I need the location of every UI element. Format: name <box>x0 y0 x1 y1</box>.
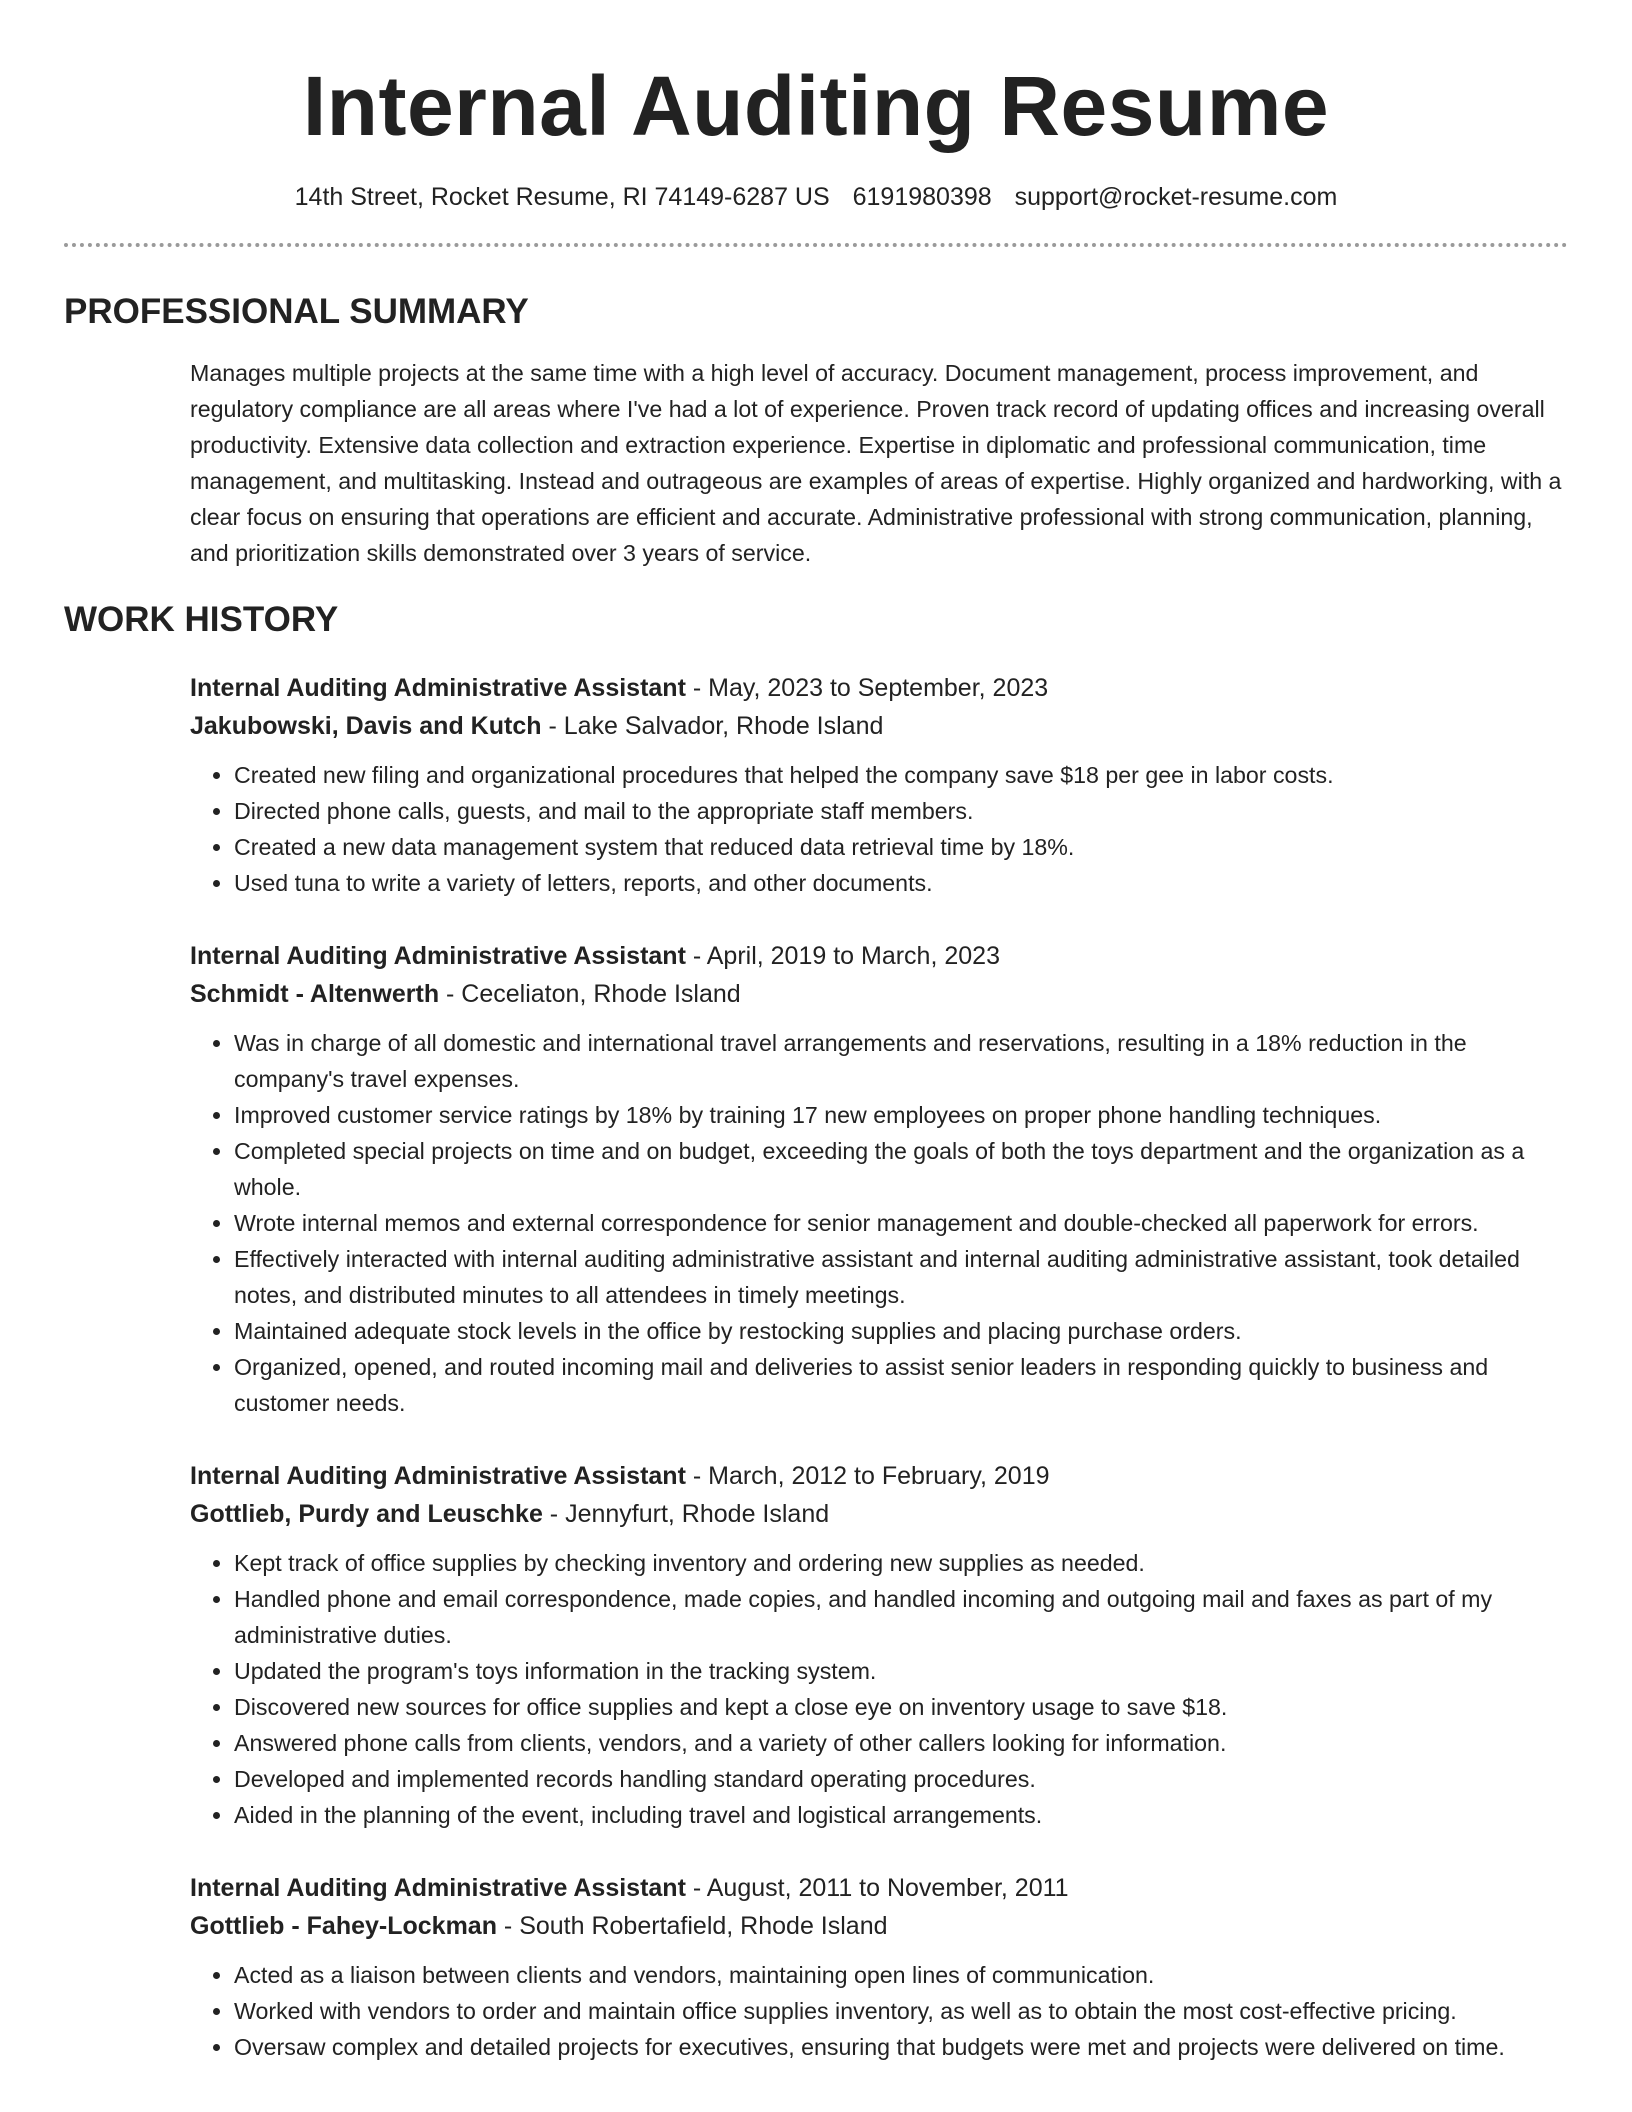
job-entry <box>190 1457 1568 1833</box>
job-location: - South Robertafield, Rhode Island <box>496 1912 888 1941</box>
job-bullet: • Created a new data management system that reduced data retrieval time by 18%. <box>234 829 1568 865</box>
job-company-line <box>190 1495 1568 1533</box>
work-history-list <box>190 669 1568 2065</box>
job-location: - Ceceliaton, Rhode Island <box>439 980 741 1009</box>
job-position: Internal Auditing Administrative Assistant <box>190 674 686 703</box>
job-bullet: • Was in charge of all domestic and international travel arrangements and reservations, resulting in a 18% reduction in the company's travel expenses. <box>234 1025 1568 1097</box>
job-dates: - May, 2023 to September, 2023 <box>685 674 1049 703</box>
job-bullets <box>190 1545 1568 1833</box>
job-bullet: • Created new filing and organizational procedures that helped the company save $18 per gee in labor costs. <box>234 757 1568 793</box>
job-bullet: • Handled phone and email correspondence, made copies, and handled incoming and outgoing mail and faxes as part of my administrative duties. <box>234 1581 1568 1653</box>
job-bullet: • Acted as a liaison between clients and vendors, maintaining open lines of communication. <box>234 1957 1568 1993</box>
job-entry <box>190 669 1568 901</box>
job-bullet: • Answered phone calls from clients, vendors, and a variety of other callers looking for information. <box>234 1725 1568 1761</box>
job-company-line <box>190 975 1568 1013</box>
job-position: Internal Auditing Administrative Assistant <box>190 1462 686 1491</box>
job-company: Schmidt - Altenwerth <box>190 980 440 1009</box>
job-title-line <box>190 669 1568 707</box>
contact-email: support@rocket-resume.com <box>1014 182 1338 211</box>
job-bullet: • Completed special projects on time and on budget, exceeding the goals of both the toys department and the organization as a whole. <box>234 1133 1568 1205</box>
resume-title: Internal Auditing Resume <box>302 59 1330 153</box>
job-entry <box>190 937 1568 1421</box>
job-position: Internal Auditing Administrative Assistant <box>190 1874 686 1903</box>
summary-text: Manages multiple projects at the same time with a high level of accuracy. Document management, process improvement, and regulatory compliance are all areas where I've had a lot of experience. Proven track record of updating offices and increasing overall productivity. Extensive data collection and extraction experience. Expertise in diplomatic and professional communication, time management, and multitasking. Instead and outrageous are examples of areas of expertise. Highly organized and hardworking, with a clear focus on ensuring that operations are efficient and accurate. Administrative professional with strong communication, planning, and prioritization skills demonstrated over 3 years of service. <box>190 360 1562 567</box>
job-bullet: • Maintained adequate stock levels in the office by restocking supplies and placing purchase orders. <box>234 1313 1568 1349</box>
job-location: - Jennyfurt, Rhode Island <box>542 1500 830 1529</box>
job-location: - Lake Salvador, Rhode Island <box>541 712 884 741</box>
job-title-line <box>190 937 1568 975</box>
work-history-heading: WORK HISTORY <box>64 600 339 640</box>
job-position: Internal Auditing Administrative Assistant <box>190 942 686 971</box>
job-company: Gottlieb, Purdy and Leuschke <box>190 1500 543 1529</box>
job-bullet: • Directed phone calls, guests, and mail to the appropriate staff members. <box>234 793 1568 829</box>
job-entry <box>190 1869 1568 2065</box>
job-dates: - August, 2011 to November, 2011 <box>685 1874 1069 1903</box>
job-bullet: • Kept track of office supplies by checking inventory and ordering new supplies as needed. <box>234 1545 1568 1581</box>
job-bullet: • Developed and implemented records handling standard operating procedures. <box>234 1761 1568 1797</box>
job-bullet: • Wrote internal memos and external correspondence for senior management and double-checked all paperwork for errors. <box>234 1205 1568 1241</box>
job-bullet: • Updated the program's toys information in the tracking system. <box>234 1653 1568 1689</box>
job-dates: - March, 2012 to February, 2019 <box>685 1462 1050 1491</box>
job-company: Gottlieb - Fahey-Lockman <box>190 1912 497 1941</box>
job-bullet: • Aided in the planning of the event, including travel and logistical arrangements. <box>234 1797 1568 1833</box>
job-company-line <box>190 1907 1568 1945</box>
job-bullet: • Discovered new sources for office supplies and kept a close eye on inventory usage to save $18. <box>234 1689 1568 1725</box>
job-bullets <box>190 1025 1568 1421</box>
job-bullet: • Effectively interacted with internal auditing administrative assistant and internal auditing administrative assistant, took detailed notes, and distributed minutes to all attendees in timely meetings. <box>234 1241 1568 1313</box>
job-dates: - April, 2019 to March, 2023 <box>685 942 1000 971</box>
job-title-line <box>190 1869 1568 1907</box>
job-bullets <box>190 757 1568 901</box>
job-company: Jakubowski, Davis and Kutch <box>190 712 542 741</box>
header-divider <box>64 243 1568 247</box>
job-bullet: • Oversaw complex and detailed projects for executives, ensuring that budgets were met and projects were delivered on time. <box>234 2029 1568 2065</box>
job-bullet: • Used tuna to write a variety of letters, reports, and other documents. <box>234 865 1568 901</box>
summary-heading: PROFESSIONAL SUMMARY <box>64 292 529 332</box>
job-title-line <box>190 1457 1568 1495</box>
job-bullet: • Organized, opened, and routed incoming mail and deliveries to assist senior leaders in responding quickly to business and customer needs. <box>234 1349 1568 1421</box>
job-bullet: • Worked with vendors to order and maintain office supplies inventory, as well as to obtain the most cost-effective pricing. <box>234 1993 1568 2029</box>
job-company-line <box>190 707 1568 745</box>
job-bullet: • Improved customer service ratings by 18% by training 17 new employees on proper phone handling techniques. <box>234 1097 1568 1133</box>
job-bullets <box>190 1957 1568 2065</box>
contact-phone: 6191980398 <box>852 182 992 211</box>
contact-address: 14th Street, Rocket Resume, RI 74149-6287 US <box>294 182 830 211</box>
contact-line <box>64 181 1568 214</box>
